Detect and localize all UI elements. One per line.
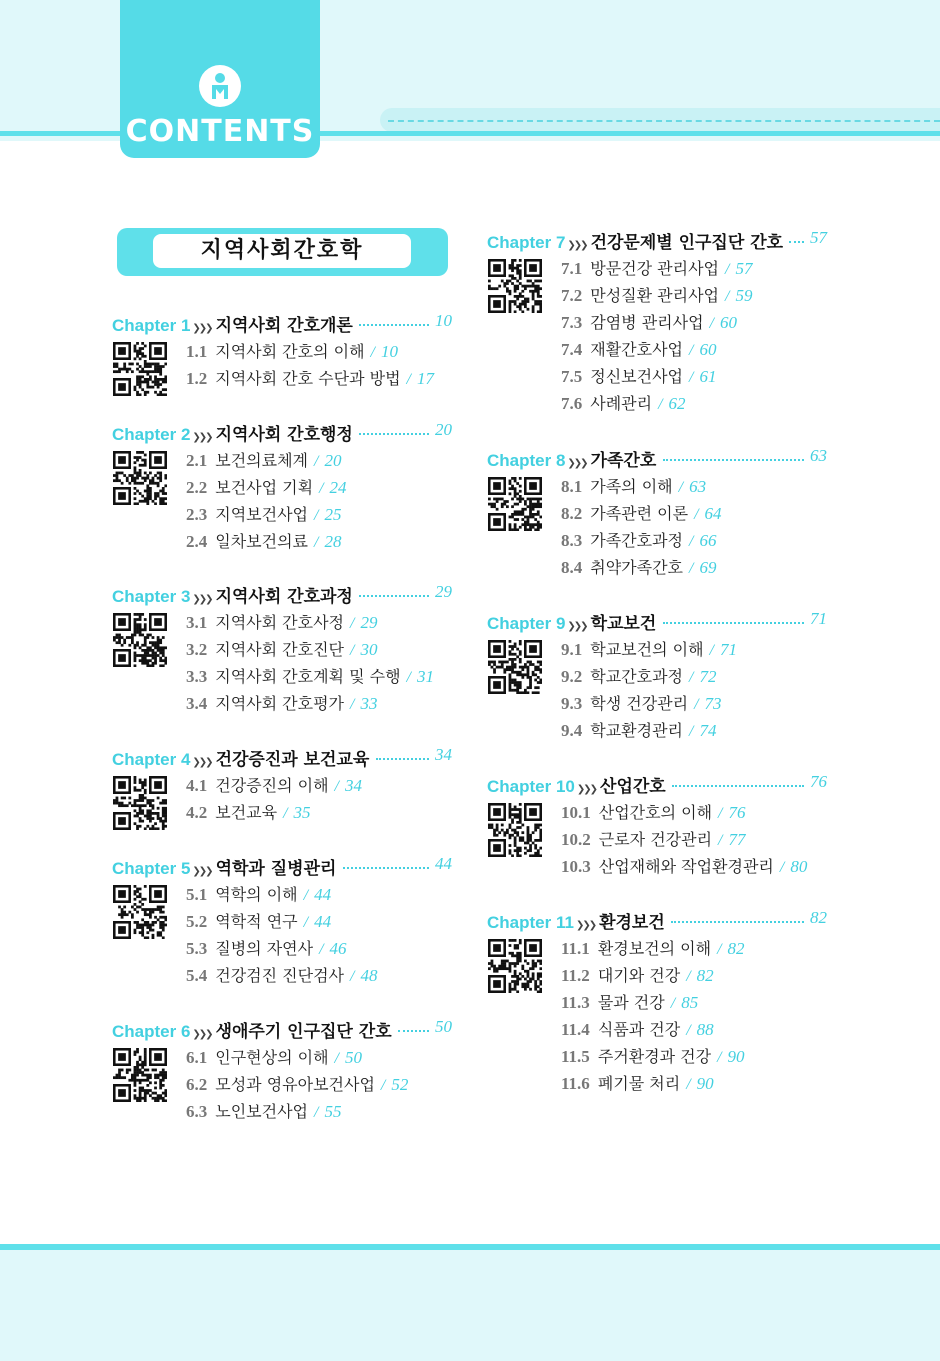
section-title: 만성질환 관리사업 bbox=[590, 286, 719, 305]
section-title: 질병의 자연사 bbox=[215, 939, 314, 958]
section-number: 5.3 bbox=[186, 939, 208, 958]
section-number: 3.1 bbox=[186, 613, 208, 632]
chapter-page: 29 bbox=[435, 582, 452, 601]
section-title: 환경보건의 이해 bbox=[597, 939, 712, 958]
section-title: 가족간호과정 bbox=[590, 531, 683, 550]
slash-separator: / bbox=[314, 1104, 319, 1121]
section-page: 55 bbox=[324, 1102, 342, 1121]
section-item[interactable] bbox=[561, 799, 745, 826]
section-item[interactable] bbox=[186, 636, 377, 663]
section-item[interactable] bbox=[561, 962, 714, 989]
section-item[interactable] bbox=[561, 500, 722, 527]
section-number: 11.4 bbox=[561, 1020, 590, 1039]
slash-separator: / bbox=[670, 995, 676, 1012]
section-page: 31 bbox=[416, 667, 434, 686]
section-item[interactable] bbox=[561, 473, 706, 500]
section-page: 72 bbox=[699, 667, 717, 686]
section-title: 지역사회 간호 수단과 방법 bbox=[215, 369, 401, 388]
section-item[interactable] bbox=[561, 989, 698, 1016]
slash-separator: / bbox=[717, 941, 722, 958]
subject-title: 지역사회간호학 bbox=[153, 234, 411, 268]
section-number: 10.1 bbox=[561, 803, 591, 822]
section-item[interactable] bbox=[186, 881, 331, 908]
section-number: 2.2 bbox=[186, 478, 208, 497]
chevrons-icon: ❯❯❯ bbox=[192, 757, 212, 768]
section-item[interactable] bbox=[186, 474, 347, 501]
slash-separator: / bbox=[689, 369, 694, 386]
section-page: 33 bbox=[360, 694, 378, 713]
chapter-page: 57 bbox=[810, 228, 827, 247]
section-page: 35 bbox=[293, 803, 311, 822]
section-page: 48 bbox=[360, 966, 378, 985]
section-item[interactable] bbox=[561, 554, 716, 581]
section-number: 7.4 bbox=[561, 340, 583, 359]
section-item[interactable] bbox=[561, 663, 716, 690]
section-page: 34 bbox=[344, 776, 362, 795]
section-page: 28 bbox=[324, 532, 342, 551]
section-number: 7.1 bbox=[561, 259, 583, 278]
section-number: 8.4 bbox=[561, 558, 583, 577]
chapter-3 bbox=[112, 582, 452, 717]
section-page: 25 bbox=[324, 505, 342, 524]
section-page: 57 bbox=[735, 259, 753, 278]
chapter-label: Chapter 6 bbox=[112, 1022, 191, 1041]
slash-separator: / bbox=[718, 832, 723, 849]
chapter-page: 20 bbox=[435, 420, 452, 439]
chapter-5 bbox=[112, 854, 452, 989]
chapter-8 bbox=[487, 446, 827, 581]
contents-label: CONTENTS bbox=[125, 114, 315, 149]
section-number: 5.2 bbox=[186, 912, 208, 931]
chapter-page: 63 bbox=[810, 446, 827, 465]
section-title: 근로자 건강관리 bbox=[598, 830, 713, 849]
section-number: 11.3 bbox=[561, 993, 590, 1012]
section-page: 30 bbox=[360, 640, 378, 659]
section-item[interactable] bbox=[186, 501, 341, 528]
section-item[interactable] bbox=[561, 309, 737, 336]
slash-separator: / bbox=[283, 805, 288, 822]
slash-separator: / bbox=[658, 396, 663, 413]
section-number: 7.6 bbox=[561, 394, 583, 413]
section-number: 8.2 bbox=[561, 504, 583, 523]
leader-dots bbox=[359, 433, 429, 435]
slash-separator: / bbox=[334, 778, 339, 795]
slash-separator: / bbox=[406, 669, 411, 686]
section-title: 가족의 이해 bbox=[590, 477, 673, 496]
chapter-label: Chapter 7 bbox=[487, 233, 566, 252]
section-title: 학교보건의 이해 bbox=[590, 640, 704, 659]
chapter-heading[interactable] bbox=[112, 1017, 452, 1044]
chapter-title: 지역사회 간호행정 bbox=[215, 425, 353, 445]
slash-separator: / bbox=[724, 261, 730, 278]
section-title: 학생 건강관리 bbox=[590, 694, 689, 713]
section-number: 8.3 bbox=[561, 531, 583, 550]
section-title: 대기와 건강 bbox=[597, 966, 681, 985]
section-item[interactable] bbox=[561, 690, 722, 717]
chapter-label: Chapter 11 bbox=[487, 913, 574, 932]
chapter-title: 학교보건 bbox=[590, 614, 657, 634]
leader-dots bbox=[671, 921, 804, 923]
section-number: 7.2 bbox=[561, 286, 583, 305]
section-title: 가족관련 이론 bbox=[590, 504, 689, 523]
section-page: 77 bbox=[728, 830, 746, 849]
section-item[interactable] bbox=[186, 799, 311, 826]
section-title: 물과 건강 bbox=[597, 993, 665, 1012]
section-number: 5.4 bbox=[186, 966, 208, 985]
section-item[interactable] bbox=[561, 527, 716, 554]
section-page: 76 bbox=[728, 803, 746, 822]
slash-separator: / bbox=[349, 968, 355, 985]
slash-separator: / bbox=[349, 615, 355, 632]
section-page: 60 bbox=[719, 313, 737, 332]
slash-separator: / bbox=[349, 696, 355, 713]
section-item[interactable] bbox=[186, 528, 341, 555]
section-number: 9.2 bbox=[561, 667, 583, 686]
slash-separator: / bbox=[709, 642, 714, 659]
section-title: 역학의 이해 bbox=[215, 885, 298, 904]
leader-dots bbox=[398, 1030, 429, 1032]
chevrons-icon: ❯❯❯ bbox=[192, 432, 212, 443]
section-page: 66 bbox=[699, 531, 717, 550]
section-item[interactable] bbox=[186, 1071, 408, 1098]
chapter-title: 생애주기 인구집단 간호 bbox=[215, 1022, 392, 1042]
section-page: 59 bbox=[735, 286, 753, 305]
section-number: 1.1 bbox=[186, 342, 208, 361]
chapter-11 bbox=[487, 908, 827, 1097]
chapter-page: 44 bbox=[435, 854, 452, 873]
slash-separator: / bbox=[314, 534, 319, 551]
chevrons-icon: ❯❯❯ bbox=[567, 621, 587, 632]
leader-dots bbox=[663, 622, 804, 624]
section-page: 63 bbox=[689, 477, 707, 496]
section-item[interactable] bbox=[561, 390, 686, 417]
section-number: 3.2 bbox=[186, 640, 208, 659]
leader-dots bbox=[343, 867, 429, 869]
section-number: 6.3 bbox=[186, 1102, 208, 1121]
slash-separator: / bbox=[686, 968, 691, 985]
section-item[interactable] bbox=[186, 447, 341, 474]
header-dashed-rule bbox=[388, 120, 940, 122]
section-page: 10 bbox=[380, 342, 398, 361]
section-item[interactable] bbox=[186, 365, 434, 392]
chapter-title: 지역사회 간호개론 bbox=[215, 316, 353, 336]
chevrons-icon: ❯❯❯ bbox=[576, 784, 597, 795]
section-number: 4.2 bbox=[186, 803, 208, 822]
section-title: 산업재해와 작업환경관리 bbox=[598, 857, 774, 876]
slash-separator: / bbox=[334, 1050, 339, 1067]
section-title: 인구현상의 이해 bbox=[215, 1048, 329, 1067]
section-title: 학교간호과정 bbox=[590, 667, 683, 686]
section-title: 재활간호사업 bbox=[590, 340, 683, 359]
section-number: 11.5 bbox=[561, 1047, 590, 1066]
section-title: 방문건강 관리사업 bbox=[590, 259, 719, 278]
section-item[interactable] bbox=[186, 1098, 341, 1125]
section-item[interactable] bbox=[186, 962, 377, 989]
section-number: 11.6 bbox=[561, 1074, 590, 1093]
slash-separator: / bbox=[319, 941, 324, 958]
slash-separator: / bbox=[314, 507, 319, 524]
chapter-7 bbox=[487, 228, 827, 417]
section-page: 80 bbox=[790, 857, 808, 876]
section-item[interactable] bbox=[186, 663, 434, 690]
chevrons-icon: ❯❯❯ bbox=[192, 323, 212, 334]
section-item[interactable] bbox=[561, 1070, 714, 1097]
section-title: 일차보건의료 bbox=[215, 532, 308, 551]
section-item[interactable] bbox=[561, 636, 737, 663]
section-item[interactable] bbox=[561, 853, 807, 880]
section-number: 7.5 bbox=[561, 367, 583, 386]
section-page: 64 bbox=[704, 504, 722, 523]
chapter-1 bbox=[112, 311, 452, 392]
chapter-title: 건강문제별 인구집단 간호 bbox=[590, 233, 784, 253]
slash-separator: / bbox=[303, 914, 309, 931]
section-page: 61 bbox=[699, 367, 717, 386]
chapter-title: 역학과 질병관리 bbox=[215, 859, 337, 879]
section-number: 2.1 bbox=[186, 451, 208, 470]
slash-separator: / bbox=[718, 805, 723, 822]
section-title: 감염병 관리사업 bbox=[590, 313, 704, 332]
section-item[interactable] bbox=[186, 690, 377, 717]
slash-separator: / bbox=[686, 1076, 691, 1093]
chapter-label: Chapter 4 bbox=[112, 750, 191, 769]
section-item[interactable] bbox=[561, 935, 745, 962]
chapter-title: 산업간호 bbox=[600, 777, 666, 797]
chapter-10 bbox=[487, 772, 827, 880]
chapter-title: 지역사회 간호과정 bbox=[215, 587, 353, 607]
section-number: 2.4 bbox=[186, 532, 208, 551]
chapter-title: 환경보건 bbox=[599, 913, 665, 933]
chapter-heading[interactable] bbox=[112, 311, 452, 338]
section-title: 지역사회 간호사정 bbox=[215, 613, 344, 632]
section-item[interactable] bbox=[186, 935, 347, 962]
section-page: 24 bbox=[329, 478, 347, 497]
section-item[interactable] bbox=[186, 1044, 362, 1071]
section-number: 9.4 bbox=[561, 721, 583, 740]
section-title: 보건의료체계 bbox=[215, 451, 308, 470]
section-page: 50 bbox=[344, 1048, 362, 1067]
section-page: 69 bbox=[699, 558, 717, 577]
chapter-label: Chapter 9 bbox=[487, 614, 566, 633]
section-title: 보건교육 bbox=[215, 803, 278, 822]
slash-separator: / bbox=[689, 560, 694, 577]
section-number: 1.2 bbox=[186, 369, 208, 388]
chapter-label: Chapter 8 bbox=[487, 451, 566, 470]
chevrons-icon: ❯❯❯ bbox=[192, 866, 212, 877]
section-number: 2.3 bbox=[186, 505, 208, 524]
section-item[interactable] bbox=[561, 363, 716, 390]
section-page: 90 bbox=[696, 1074, 714, 1093]
section-page: 85 bbox=[681, 993, 699, 1012]
chapter-page: 10 bbox=[435, 311, 452, 330]
section-item[interactable] bbox=[186, 338, 398, 365]
section-number: 5.1 bbox=[186, 885, 208, 904]
chapter-9 bbox=[487, 609, 827, 744]
section-number: 6.2 bbox=[186, 1075, 208, 1094]
chapter-page: 50 bbox=[435, 1017, 452, 1036]
section-title: 노인보건사업 bbox=[215, 1102, 308, 1121]
section-page: 82 bbox=[696, 966, 714, 985]
chapter-heading[interactable] bbox=[487, 446, 827, 473]
section-item[interactable] bbox=[561, 255, 752, 282]
section-item[interactable] bbox=[561, 1043, 745, 1070]
section-title: 폐기물 처리 bbox=[597, 1074, 681, 1093]
chapter-page: 71 bbox=[810, 609, 827, 628]
slash-separator: / bbox=[694, 696, 699, 713]
chevrons-icon: ❯❯❯ bbox=[192, 1029, 212, 1040]
slash-separator: / bbox=[689, 342, 694, 359]
section-title: 역학적 연구 bbox=[215, 912, 298, 931]
section-title: 취약가족간호 bbox=[590, 558, 683, 577]
section-title: 산업간호의 이해 bbox=[598, 803, 713, 822]
chapter-heading[interactable] bbox=[487, 228, 827, 255]
section-title: 정신보건사업 bbox=[590, 367, 683, 386]
chapter-heading[interactable] bbox=[487, 772, 827, 799]
chapter-4 bbox=[112, 745, 452, 826]
section-page: 44 bbox=[314, 885, 332, 904]
section-number: 7.3 bbox=[561, 313, 583, 332]
slash-separator: / bbox=[689, 723, 694, 740]
leader-dots bbox=[663, 459, 804, 461]
chapter-2 bbox=[112, 420, 452, 555]
section-page: 74 bbox=[699, 721, 717, 740]
section-page: 71 bbox=[719, 640, 737, 659]
section-title: 지역사회 간호평가 bbox=[215, 694, 344, 713]
section-number: 9.1 bbox=[561, 640, 583, 659]
slash-separator: / bbox=[314, 453, 319, 470]
section-item[interactable] bbox=[561, 282, 752, 309]
section-item[interactable] bbox=[561, 1016, 714, 1043]
chapter-label: Chapter 5 bbox=[112, 859, 191, 878]
slash-separator: / bbox=[689, 669, 694, 686]
slash-separator: / bbox=[694, 506, 699, 523]
chevrons-icon: ❯❯❯ bbox=[567, 240, 587, 251]
section-page: 90 bbox=[727, 1047, 745, 1066]
section-page: 88 bbox=[696, 1020, 714, 1039]
section-number: 4.1 bbox=[186, 776, 208, 795]
section-number: 8.1 bbox=[561, 477, 583, 496]
section-title: 식품과 건강 bbox=[597, 1020, 681, 1039]
slash-separator: / bbox=[380, 1077, 386, 1094]
section-title: 사례관리 bbox=[590, 394, 653, 413]
section-page: 62 bbox=[668, 394, 686, 413]
section-title: 주거환경과 건강 bbox=[597, 1047, 712, 1066]
chapter-page: 82 bbox=[810, 908, 827, 927]
section-item[interactable] bbox=[186, 609, 377, 636]
slash-separator: / bbox=[717, 1049, 722, 1066]
chapter-heading[interactable] bbox=[112, 854, 452, 881]
leader-dots bbox=[359, 595, 429, 597]
leader-dots bbox=[672, 785, 804, 787]
slash-separator: / bbox=[349, 642, 355, 659]
chapter-label: Chapter 1 bbox=[112, 316, 191, 335]
section-page: 44 bbox=[314, 912, 332, 931]
section-number: 10.2 bbox=[561, 830, 591, 849]
section-title: 지역사회 간호진단 bbox=[215, 640, 344, 659]
slash-separator: / bbox=[303, 887, 309, 904]
chevrons-icon: ❯❯❯ bbox=[575, 920, 596, 931]
slash-separator: / bbox=[370, 344, 375, 361]
section-page: 46 bbox=[329, 939, 347, 958]
section-title: 지역보건사업 bbox=[215, 505, 308, 524]
chapter-label: Chapter 2 bbox=[112, 425, 191, 444]
section-number: 11.1 bbox=[561, 939, 590, 958]
chapter-title: 건강증진과 보건교육 bbox=[215, 750, 370, 770]
section-page: 17 bbox=[416, 369, 434, 388]
section-item[interactable] bbox=[186, 772, 362, 799]
leader-dots bbox=[359, 324, 429, 326]
section-title: 지역사회 간호의 이해 bbox=[215, 342, 365, 361]
section-page: 52 bbox=[391, 1075, 409, 1094]
section-page: 73 bbox=[704, 694, 722, 713]
section-title: 학교환경관리 bbox=[590, 721, 683, 740]
chapter-page: 76 bbox=[810, 772, 827, 791]
chapter-heading[interactable] bbox=[487, 908, 827, 935]
chevrons-icon: ❯❯❯ bbox=[567, 458, 587, 469]
section-number: 11.2 bbox=[561, 966, 590, 985]
chapter-label: Chapter 3 bbox=[112, 587, 191, 606]
section-title: 건강증진의 이해 bbox=[215, 776, 329, 795]
section-page: 29 bbox=[360, 613, 378, 632]
section-page: 20 bbox=[324, 451, 342, 470]
section-title: 모성과 영유아보건사업 bbox=[215, 1075, 375, 1094]
section-number: 3.4 bbox=[186, 694, 208, 713]
slash-separator: / bbox=[689, 533, 694, 550]
section-title: 보건사업 기획 bbox=[215, 478, 314, 497]
slash-separator: / bbox=[724, 288, 730, 305]
section-number: 6.1 bbox=[186, 1048, 208, 1067]
chevrons-icon: ❯❯❯ bbox=[192, 594, 212, 605]
slash-separator: / bbox=[406, 371, 411, 388]
chapter-label: Chapter 10 bbox=[487, 777, 575, 796]
slash-separator: / bbox=[709, 315, 714, 332]
person-icon bbox=[199, 65, 241, 107]
slash-separator: / bbox=[779, 859, 785, 876]
slash-separator: / bbox=[686, 1022, 691, 1039]
chapter-title: 가족간호 bbox=[590, 451, 657, 471]
section-item[interactable] bbox=[561, 336, 716, 363]
chapter-heading[interactable] bbox=[487, 609, 827, 636]
section-number: 10.3 bbox=[561, 857, 591, 876]
section-item[interactable] bbox=[561, 826, 745, 853]
chapter-heading[interactable] bbox=[112, 745, 452, 772]
section-item[interactable] bbox=[186, 908, 331, 935]
section-title: 건강검진 진단검사 bbox=[215, 966, 344, 985]
section-page: 82 bbox=[727, 939, 745, 958]
chapter-6 bbox=[112, 1017, 452, 1125]
footer-band bbox=[0, 1250, 940, 1361]
section-number: 9.3 bbox=[561, 694, 583, 713]
slash-separator: / bbox=[319, 480, 324, 497]
section-page: 60 bbox=[699, 340, 717, 359]
chapter-heading[interactable] bbox=[112, 582, 452, 609]
slash-separator: / bbox=[678, 479, 684, 496]
section-title: 지역사회 간호계획 및 수행 bbox=[215, 667, 401, 686]
chapter-heading[interactable] bbox=[112, 420, 452, 447]
chapter-page: 34 bbox=[435, 745, 452, 764]
leader-dots bbox=[376, 758, 429, 760]
section-number: 3.3 bbox=[186, 667, 208, 686]
section-item[interactable] bbox=[561, 717, 716, 744]
leader-dots bbox=[789, 241, 804, 243]
